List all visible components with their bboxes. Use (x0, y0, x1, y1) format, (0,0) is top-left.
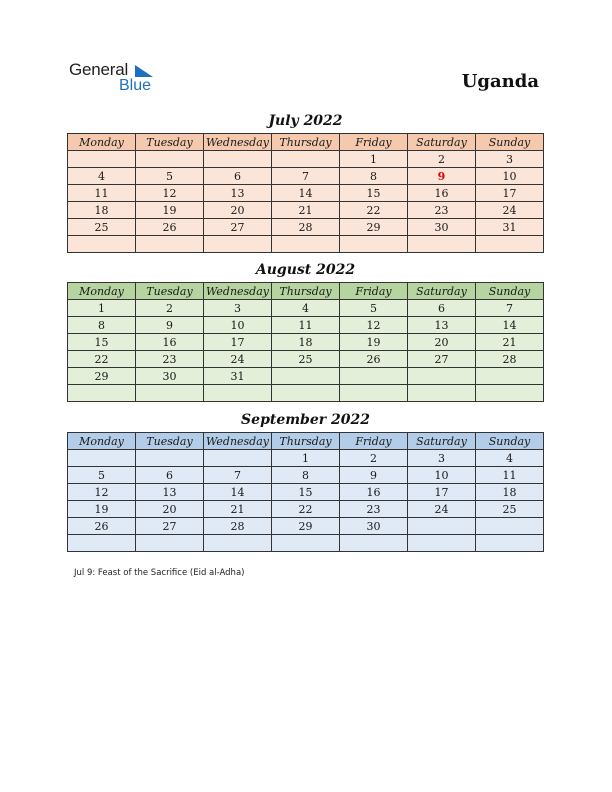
weekday-header: Thursday (272, 433, 340, 450)
week-row (68, 317, 544, 334)
day-cell (408, 236, 476, 253)
day-cell: 16 (340, 484, 408, 501)
day-cell: 18 (476, 484, 544, 501)
day-cell: 20 (204, 202, 272, 219)
day-cell: 2 (136, 300, 204, 317)
weekday-header: Monday (68, 134, 136, 151)
week-row (68, 450, 544, 467)
day-cell: 20 (408, 334, 476, 351)
day-cell (340, 368, 408, 385)
day-cell: 2 (408, 151, 476, 168)
day-cell: 18 (68, 202, 136, 219)
day-cell: 13 (136, 484, 204, 501)
day-cell (136, 151, 204, 168)
weekday-header: Saturday (408, 283, 476, 300)
day-cell: 4 (272, 300, 340, 317)
day-cell: 16 (136, 334, 204, 351)
day-cell: 12 (68, 484, 136, 501)
day-cell: 17 (204, 334, 272, 351)
day-cell: 23 (408, 202, 476, 219)
day-cell: 13 (204, 185, 272, 202)
week-row (68, 484, 544, 501)
day-cell: 2 (340, 450, 408, 467)
day-cell: 5 (136, 168, 204, 185)
day-cell: 22 (272, 501, 340, 518)
day-cell: 4 (476, 450, 544, 467)
day-cell (204, 535, 272, 552)
country-title: Uganda (461, 71, 539, 92)
general-blue-logo (69, 60, 169, 96)
day-cell: 23 (136, 351, 204, 368)
day-cell: 12 (340, 317, 408, 334)
day-cell (476, 236, 544, 253)
day-cell: 14 (204, 484, 272, 501)
day-cell: 25 (68, 219, 136, 236)
calendar-august (67, 282, 544, 402)
calendar-september (67, 432, 544, 552)
day-cell (136, 236, 204, 253)
weekday-header: Tuesday (136, 134, 204, 151)
week-row (68, 151, 544, 168)
week-row (68, 385, 544, 402)
day-cell (408, 535, 476, 552)
day-cell: 15 (68, 334, 136, 351)
weekday-header-row (68, 134, 544, 151)
day-cell: 25 (476, 501, 544, 518)
day-cell: 27 (204, 219, 272, 236)
day-cell (204, 151, 272, 168)
week-row (68, 219, 544, 236)
weekday-header: Friday (340, 134, 408, 151)
day-cell: 31 (476, 219, 544, 236)
week-row (68, 300, 544, 317)
logo-text-general: General (69, 60, 129, 79)
day-cell (408, 385, 476, 402)
day-cell: 12 (136, 185, 204, 202)
day-cell: 6 (204, 168, 272, 185)
day-cell: 11 (476, 467, 544, 484)
day-cell: 28 (272, 219, 340, 236)
day-cell (204, 385, 272, 402)
day-cell: 17 (408, 484, 476, 501)
day-cell: 19 (68, 501, 136, 518)
weekday-header-row (68, 433, 544, 450)
day-cell: 14 (272, 185, 340, 202)
day-cell (340, 535, 408, 552)
month-title-september: September 2022 (241, 412, 370, 428)
day-cell: 7 (476, 300, 544, 317)
day-cell: 26 (340, 351, 408, 368)
day-cell (68, 236, 136, 253)
day-cell (340, 385, 408, 402)
day-cell (272, 368, 340, 385)
day-cell: 6 (408, 300, 476, 317)
week-row (68, 334, 544, 351)
day-cell (408, 368, 476, 385)
week-row (68, 202, 544, 219)
weekday-header: Monday (68, 283, 136, 300)
day-cell: 8 (340, 168, 408, 185)
day-cell: 21 (204, 501, 272, 518)
day-cell (136, 385, 204, 402)
day-cell: 4 (68, 168, 136, 185)
day-cell (272, 151, 340, 168)
weekday-header: Sunday (476, 283, 544, 300)
day-cell: 6 (136, 467, 204, 484)
week-row (68, 518, 544, 535)
day-cell (68, 535, 136, 552)
day-cell: 25 (272, 351, 340, 368)
day-cell: 24 (476, 202, 544, 219)
day-cell: 30 (340, 518, 408, 535)
day-cell: 26 (136, 219, 204, 236)
day-cell (136, 535, 204, 552)
day-cell: 14 (476, 317, 544, 334)
day-cell (476, 385, 544, 402)
day-cell: 9 (136, 317, 204, 334)
day-cell (68, 385, 136, 402)
day-cell (204, 450, 272, 467)
day-cell (476, 535, 544, 552)
day-cell (204, 236, 272, 253)
day-cell (408, 518, 476, 535)
weekday-header: Wednesday (204, 134, 272, 151)
day-cell: 8 (272, 467, 340, 484)
weekday-header-row (68, 283, 544, 300)
weekday-header: Tuesday (136, 433, 204, 450)
day-cell: 17 (476, 185, 544, 202)
day-cell: 5 (68, 467, 136, 484)
holiday-note: Jul 9: Feast of the Sacrifice (Eid al-Adha) (74, 568, 245, 578)
weekday-header: Saturday (408, 134, 476, 151)
day-cell: 3 (476, 151, 544, 168)
day-cell: 15 (272, 484, 340, 501)
weekday-header: Tuesday (136, 283, 204, 300)
day-cell: 30 (408, 219, 476, 236)
day-cell: 21 (476, 334, 544, 351)
week-row (68, 368, 544, 385)
day-cell (340, 236, 408, 253)
day-cell: 11 (272, 317, 340, 334)
weekday-header: Wednesday (204, 433, 272, 450)
day-cell: 1 (340, 151, 408, 168)
day-cell: 1 (272, 450, 340, 467)
month-title-july: July 2022 (268, 113, 343, 129)
day-cell: 5 (340, 300, 408, 317)
day-cell: 16 (408, 185, 476, 202)
day-cell: 7 (272, 168, 340, 185)
week-row (68, 501, 544, 518)
day-cell: 9 (340, 467, 408, 484)
day-cell: 29 (68, 368, 136, 385)
weekday-header: Monday (68, 433, 136, 450)
day-cell: 19 (340, 334, 408, 351)
day-cell: 1 (68, 300, 136, 317)
day-cell: 24 (204, 351, 272, 368)
day-cell: 21 (272, 202, 340, 219)
day-cell: 31 (204, 368, 272, 385)
day-cell: 8 (68, 317, 136, 334)
day-cell: 29 (272, 518, 340, 535)
week-row (68, 351, 544, 368)
day-cell: 15 (340, 185, 408, 202)
day-cell: 7 (204, 467, 272, 484)
day-cell (272, 535, 340, 552)
day-cell: 18 (272, 334, 340, 351)
day-cell (476, 368, 544, 385)
week-row (68, 535, 544, 552)
day-cell: 3 (408, 450, 476, 467)
day-cell: 22 (340, 202, 408, 219)
logo-text-blue: Blue (119, 77, 152, 94)
month-title-august: August 2022 (255, 262, 356, 278)
day-cell: 28 (476, 351, 544, 368)
day-cell (476, 518, 544, 535)
week-row (68, 185, 544, 202)
week-row (68, 467, 544, 484)
day-cell: 13 (408, 317, 476, 334)
weekday-header: Thursday (272, 283, 340, 300)
day-cell: 22 (68, 351, 136, 368)
day-cell: 28 (204, 518, 272, 535)
day-cell: 10 (408, 467, 476, 484)
day-cell: 30 (136, 368, 204, 385)
week-row (68, 236, 544, 253)
weekday-header: Friday (340, 433, 408, 450)
weekday-header: Sunday (476, 433, 544, 450)
week-row (68, 168, 544, 185)
day-cell (272, 236, 340, 253)
calendar-july (67, 133, 544, 253)
day-cell (68, 151, 136, 168)
day-cell (272, 385, 340, 402)
weekday-header: Sunday (476, 134, 544, 151)
day-cell (136, 450, 204, 467)
day-cell: 29 (340, 219, 408, 236)
weekday-header: Saturday (408, 433, 476, 450)
day-cell: 11 (68, 185, 136, 202)
day-cell: 27 (136, 518, 204, 535)
day-cell (68, 450, 136, 467)
day-cell: 10 (204, 317, 272, 334)
day-cell: 27 (408, 351, 476, 368)
day-cell: 26 (68, 518, 136, 535)
weekday-header: Wednesday (204, 283, 272, 300)
day-cell: 9 (408, 168, 476, 185)
weekday-header: Friday (340, 283, 408, 300)
day-cell: 19 (136, 202, 204, 219)
day-cell: 23 (340, 501, 408, 518)
day-cell: 20 (136, 501, 204, 518)
day-cell: 10 (476, 168, 544, 185)
weekday-header: Thursday (272, 134, 340, 151)
day-cell: 3 (204, 300, 272, 317)
day-cell: 24 (408, 501, 476, 518)
